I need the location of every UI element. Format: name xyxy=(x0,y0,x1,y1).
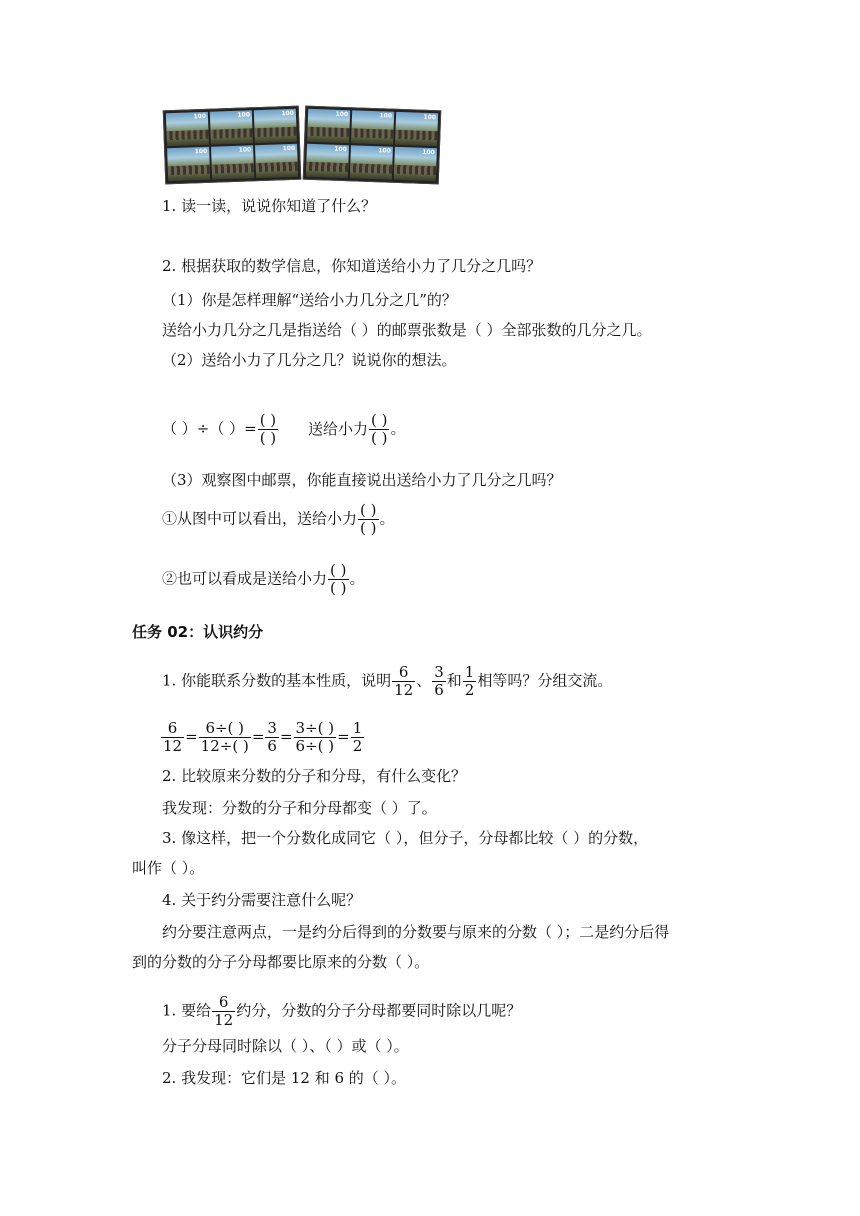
question-1: 1. 读一读，说说你知道了什么？ xyxy=(162,197,377,215)
stamp: 100 xyxy=(307,109,350,143)
division-blanks: （ ）÷（ ）= xyxy=(162,419,257,438)
fraction-blank: $\frac{( )}{( )}$ xyxy=(360,501,377,537)
stamp: 100 xyxy=(394,147,437,181)
fraction-3-6: $\frac{3}{6}$ xyxy=(434,663,444,699)
stamp-sheets-image xyxy=(164,108,440,182)
fraction-blank: $\frac{( )}{( )}$ xyxy=(259,411,277,447)
section2-question-3: 3. 像这样，把一个分数化成同它（ ），但分子，分母都比较（ ）的分数， xyxy=(162,829,649,847)
stamp: 100 xyxy=(306,144,349,178)
stamp: 100 xyxy=(395,112,438,146)
stamp: 100 xyxy=(351,110,394,144)
fraction-equation: $\frac{6}{12}$ = $\frac{6\div( )}{12\div( )}$ = $\frac{3}{6}$ = $\frac{3\div( )}{6\div( )}$ = $\frac{1}{2}$ xyxy=(163,719,363,755)
question-2-3: （3）观察图中邮票，你能直接说出送给小力了几分之几吗？ xyxy=(162,471,562,489)
stamp: 100 xyxy=(167,147,210,181)
section-title: 任务 02：认识约分 xyxy=(132,623,264,641)
question-2-1: （1）你是怎样理解“送给小力几分之几”的？ xyxy=(162,291,457,309)
answer-circle-2: ②也可以看成是送给小力 $\frac{( )}{( )}$ 。 xyxy=(162,561,365,597)
division-expression: （ ）÷（ ）= $\frac{( )}{( )}$ 送给小力 $\frac{( )}{( )}$ 。 xyxy=(162,411,406,447)
question-2: 2. 根据获取的数学信息，你知道送给小力了几分之几吗？ xyxy=(162,257,542,275)
answer-circle-1: ①从图中可以看出，送给小力 $\frac{( )}{( )}$ 。 xyxy=(162,501,395,537)
question-2-1-answer: 送给小力几分之几是指送给（ ）的邮票张数是（ ）全部张数的几分之几。 xyxy=(162,321,652,339)
stamp: 100 xyxy=(254,109,297,143)
stamp: 100 xyxy=(255,144,298,178)
fraction-6-12: $\frac{6}{12}$ xyxy=(214,993,234,1029)
section2-question-5: 1. 要给 $\frac{6}{12}$ 约分，分数的分子分母都要同时除以几呢？ xyxy=(162,993,522,1029)
stamp-sheet-right xyxy=(303,106,441,185)
section2-question-2: 2. 比较原来分数的分子和分母，有什么变化？ xyxy=(162,767,467,785)
section2-question-1: 1. 你能联系分数的基本性质，说明 $\frac{6}{12}$ 、 $\frac{3}{6}$ 和 $\frac{1}{2}$ 相等吗？分组交流。 xyxy=(162,663,613,699)
section2-question-4: 4. 关于约分需要注意什么呢？ xyxy=(162,891,362,909)
give-xiaoli-label: 送给小力 xyxy=(307,419,368,438)
fraction-6-12: $\frac{6}{12}$ xyxy=(394,663,414,699)
section2-question-4-answer: 约分要注意两点，一是约分后得到的分数要与原来的分数（ ）；二是约分后得 xyxy=(162,923,670,941)
fraction-blank: $\frac{( )}{( )}$ xyxy=(370,411,388,447)
fraction-blank: $\frac{( )}{( )}$ xyxy=(330,561,347,597)
stamp: 100 xyxy=(166,112,209,146)
question-2-2: （2）送给小力了几分之几？说说你的想法。 xyxy=(162,351,457,369)
section2-question-6: 2. 我发现：它们是 12 和 6 的（ ）。 xyxy=(162,1069,407,1087)
stamp: 100 xyxy=(210,110,253,144)
section2-question-4-cont: 到的分数的分子分母都要比原来的分数（ ）。 xyxy=(132,953,430,971)
stamp: 100 xyxy=(350,145,393,179)
section2-question-3-cont: 叫作（ ）。 xyxy=(132,859,205,877)
fraction-1-2: $\frac{1}{2}$ xyxy=(464,663,475,699)
section2-question-5-answer: 分子分母同时除以（ ）、（ ）或（ ）。 xyxy=(162,1037,409,1055)
stamp-sheet-left xyxy=(163,106,301,185)
section2-question-2-answer: 我发现：分数的分子和分母都变（ ）了。 xyxy=(162,799,437,817)
stamp: 100 xyxy=(211,145,254,179)
